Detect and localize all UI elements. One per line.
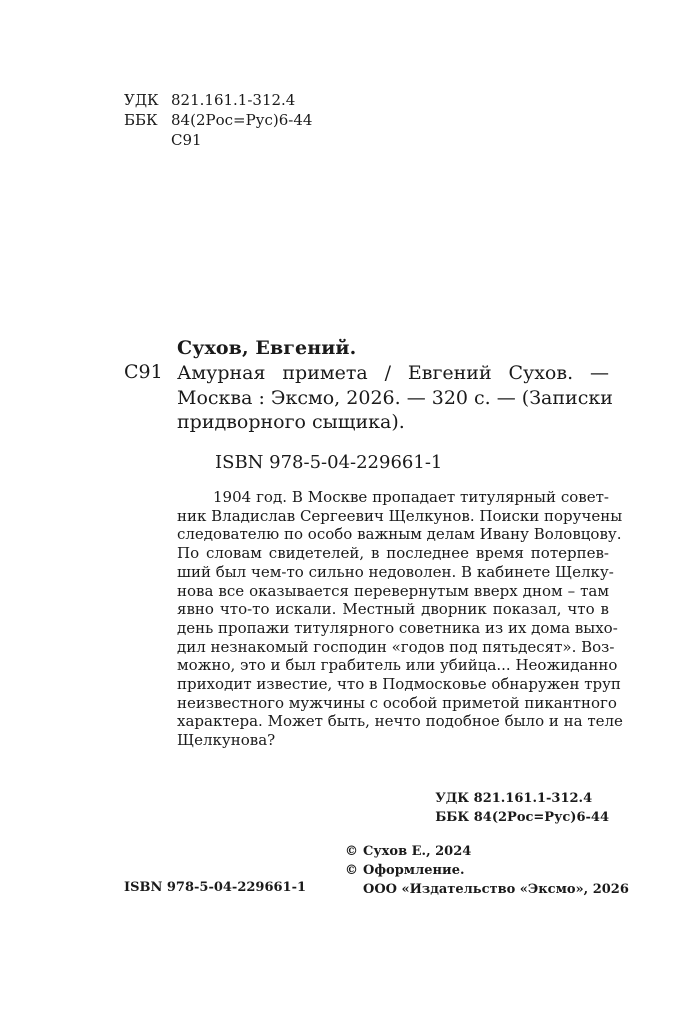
- annotation-line: 1904 год. В Москве пропадает титулярный совет-: [213, 488, 609, 506]
- author-marker: С91: [124, 361, 163, 383]
- author-heading: Сухов, Евгений.: [177, 337, 357, 359]
- annotation-line: явно что-то искали. Местный дворник показал, что в: [177, 600, 609, 619]
- bbk-row: [124, 110, 312, 130]
- title-line: Москва : Эксмо, 2026. — 320 с. — (Записки: [177, 386, 613, 409]
- annotation-line: ник Владислав Сергеевич Щелкунов. Поиски поручены: [177, 506, 623, 525]
- copyright-design-row: [345, 861, 629, 880]
- udk-code: 821.161.1-312.4: [171, 91, 296, 109]
- footer-udk: УДК 821.161.1-312.4: [435, 791, 593, 806]
- annotation-line: нова все оказывается перевернутым вверх дном – там: [177, 581, 609, 600]
- copyright-icon: ©: [345, 863, 358, 878]
- annotation-line: можно, это и был грабитель или убийца... Неожиданно: [177, 656, 618, 675]
- annotation-line: приходит известие, что в Подмосковье обнаружен труп: [177, 675, 621, 694]
- annotation-line: Щелкунова?: [177, 731, 276, 750]
- bbk-label: ББК: [124, 111, 158, 129]
- author-mark: С91: [171, 131, 202, 149]
- annotation-line: дил незнакомый господин «годов под пятьдесят». Воз-: [177, 637, 615, 656]
- copyright-icon: ©: [345, 844, 358, 859]
- annotation-line: следователю по особо важным делам Ивану Воловцову.: [177, 525, 622, 544]
- isbn-footer: ISBN 978-5-04-229661-1: [124, 880, 307, 895]
- bbk-code: 84(2Рос=Рус)6-44: [171, 111, 313, 129]
- annotation-line: день пропажи титулярного советника из их дома выхо-: [177, 618, 618, 637]
- copyright-author-row: [345, 842, 629, 861]
- annotation-line: неизвестного мужчины с особой приметой пикантного: [177, 693, 617, 712]
- classification-block: [124, 90, 312, 150]
- copyright-block: [345, 842, 629, 899]
- footer-bbk: ББК 84(2Рос=Рус)6-44: [435, 810, 609, 825]
- copyright-author: Сухов Е., 2024: [363, 844, 472, 859]
- title-line: придворного сыщика).: [177, 411, 405, 433]
- annotation-line: ший был чем-то сильно недоволен. В кабинете Щелку-: [177, 562, 614, 581]
- udk-label: УДК: [124, 91, 159, 109]
- bibliographic-description: [177, 361, 613, 435]
- udk-row: [124, 90, 312, 110]
- annotation-line: характера. Может быть, нечто подобное было и на теле: [177, 712, 623, 731]
- copyright-design: Оформление.: [363, 863, 465, 878]
- annotation: [177, 488, 623, 750]
- title-line: Амурная примета / Евгений Сухов. —: [177, 362, 609, 384]
- copyright-publisher: ООО «Издательство «Эксмо», 2026: [363, 882, 629, 897]
- annotation-line: По словам свидетелей, в последнее время потерпев-: [177, 544, 609, 563]
- isbn-main: ISBN 978-5-04-229661-1: [215, 452, 443, 473]
- footer-classification: [435, 789, 609, 827]
